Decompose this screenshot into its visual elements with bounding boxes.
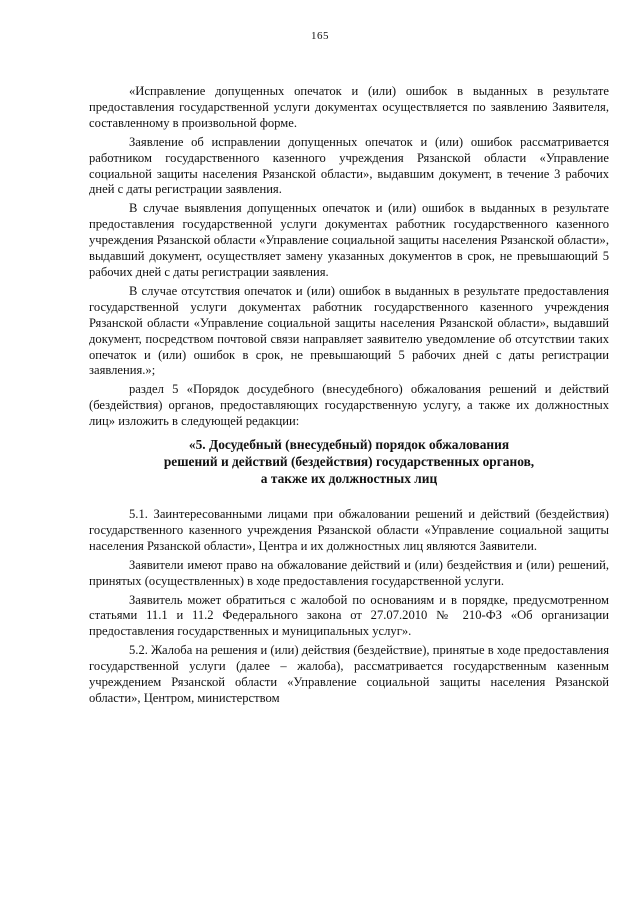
paragraph-appeal-grounds: Заявитель может обратиться с жалобой по основаниям и в порядке, предусмотренном статьями 11.1 и 11.2 Федерального закона от 27.07.2010 № 210-ФЗ «Об организации предоставления государственных и муниципальных услуг». [89,592,609,639]
section-heading-line-3: а также их должностных лиц [260,471,438,487]
paragraph-correction-intro: «Исправление допущенных опечаток и (или) ошибок в выданных в результате предоставления государственной услуги документах осуществляется по заявлению Заявителя, составленному в произвольной форме. [89,84,609,130]
section-heading-line-1: «5. Досудебный (внесудебный) порядок обжалования [188,437,510,453]
page-number: 165 [311,30,329,42]
paragraph-correction-replacement: В случае выявления допущенных опечаток и (или) ошибок в выданных в результате предоставления государственной услуги документах работник государственного казенного учреждения Рязанской области «Управление социальной защиты населения Рязанской области», выдавший документ, осуществляет замену указанных документов в срок, не превышающий 5 рабочих дней с даты регистрации заявления. [89,201,609,279]
paragraph-no-errors-notice: В случае отсутствия опечаток и (или) ошибок в выданных в результате предоставления государственной услуги документах работник государственного казенного учреждения Рязанской области «Управление социальной защиты населения Рязанской области», выдавший документ, посредством почтовой связи направляет заявителю уведомление об отсутствии таких опечаток и (или) ошибок в срок, не превышающий 5 рабочих дней с даты регистрации заявления.»; [89,283,609,378]
paragraph-5-2: 5.2. Жалоба на решения и (или) действия (бездействие), принятые в ходе предоставления государственной услуги (далее – жалоба), рассматривается государственным казенным учреждением Рязанской области «Управление социальной защиты населения Рязанской области», Центром, министерством [89,643,609,705]
paragraph-5-1: 5.1. Заинтересованными лицами при обжаловании решений и действий (бездействия) государственного казенного учреждения Рязанской области «Управление социальной защиты населения Рязанской области», Центра и их должностных лиц являются Заявители. [89,507,609,553]
paragraph-correction-review: Заявление об исправлении допущенных опечаток и (или) ошибок рассматривается работником государственного казенного учреждения Рязанской области «Управление социальной защиты населения Рязанской области», выдавшим документ, в течение 3 рабочих дней с даты регистрации заявления. [89,134,609,197]
paragraph-appeal-right: Заявители имеют право на обжалование действий и (или) бездействия и (или) решений, принятых (осуществленных) в ходе предоставления государственной услуги. [89,557,609,588]
section-heading [89,436,609,487]
document-body [89,84,609,710]
paragraph-section5-amendment: раздел 5 «Порядок досудебного (внесудебного) обжалования решений и действий (бездействия) органов, предоставляющих государственную услугу, а также их должностных лиц» изложить в следующей редакции: [89,382,609,429]
section-heading-line-2: решений и действий (бездействия) государственных органов, [163,454,535,470]
